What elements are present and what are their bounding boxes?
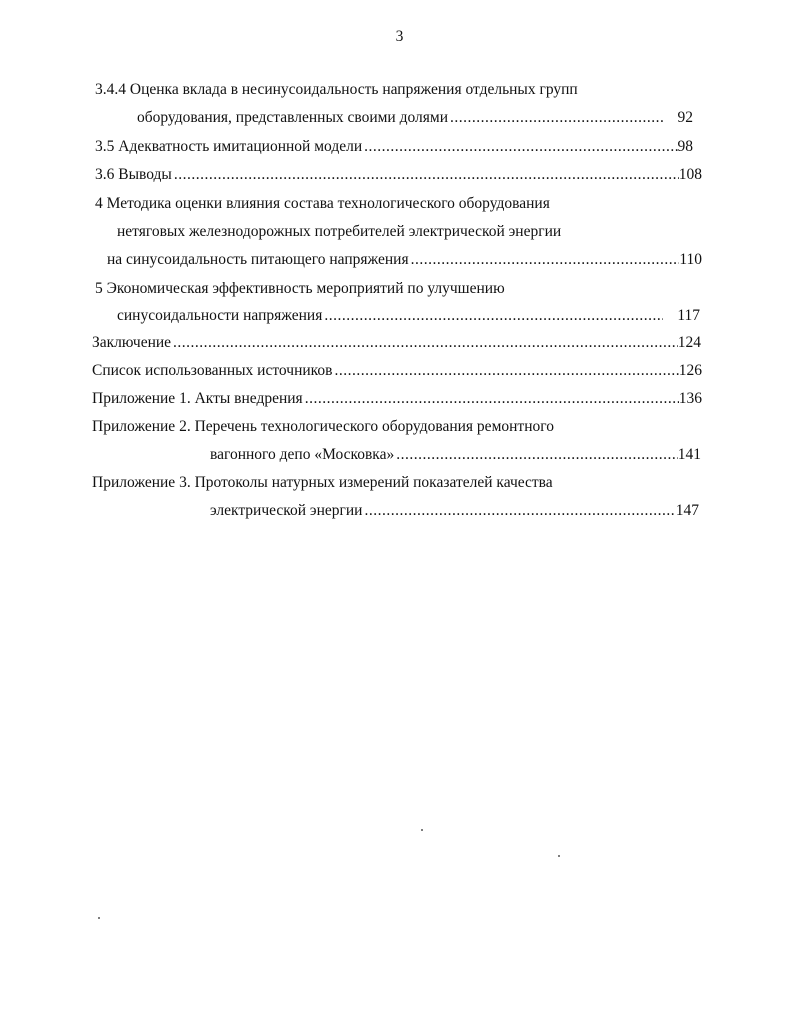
toc-page-number: 147	[675, 502, 699, 519]
toc-entry-3-6	[95, 165, 702, 185]
toc-leader-dots	[172, 165, 679, 185]
toc-entry-title: 3.5 Адекватность имитационной модели	[95, 138, 363, 155]
toc-entry-4-line1: 4 Методика оценки влияния состава технологического оборудования	[95, 195, 550, 212]
toc-leader-dots	[171, 333, 678, 353]
toc-page-number: 136	[678, 390, 702, 407]
toc-entry-appendix-1	[92, 389, 702, 409]
toc-page-number: 141	[677, 446, 701, 463]
toc-entry-title: электрической энергии	[210, 502, 363, 519]
toc-leader-dots	[332, 361, 678, 381]
toc-entry-5	[117, 306, 700, 326]
toc-entry-title: на синусоидальность питающего напряжения	[107, 251, 409, 268]
toc-entry-title: оборудования, представленных своими долями	[137, 109, 449, 126]
toc-page-number: 126	[678, 362, 702, 379]
toc-entry-title: вагонного депо «Московка»	[210, 446, 395, 463]
toc-entry-references	[92, 361, 702, 381]
toc-entry-title: Список использованных источников	[92, 362, 333, 379]
page-number: 3	[395, 28, 404, 45]
toc-entry-3-4-4-line1: 3.4.4 Оценка вклада в несинусоидальность напряжения отдельных групп	[95, 81, 578, 98]
toc-entry-appendix-3	[210, 501, 699, 521]
scan-speck	[558, 855, 560, 857]
toc-entry-title: синусоидальности напряжения	[117, 307, 323, 324]
toc-entry-5-line1: 5 Экономическая эффективность мероприятий по улучшению	[95, 280, 505, 297]
toc-leader-dots	[448, 108, 663, 128]
toc-entry-4-line2: нетяговых железнодорожных потребителей электрической энергии	[117, 223, 562, 240]
toc-leader-dots	[409, 250, 680, 270]
scan-speck	[421, 829, 423, 831]
toc-entry-conclusion	[92, 333, 701, 353]
toc-entry-4	[107, 250, 702, 270]
toc-page-number: 117	[677, 307, 700, 324]
toc-leader-dots	[303, 389, 679, 409]
toc-leader-dots	[322, 306, 663, 326]
toc-entry-appendix-2	[210, 445, 701, 465]
toc-entry-title: Заключение	[92, 334, 172, 351]
toc-leader-dots	[394, 445, 678, 465]
toc-entry-title: Приложение 1. Акты внедрения	[92, 390, 303, 407]
toc-leader-dots	[362, 137, 677, 157]
toc-page-number: 124	[677, 334, 701, 351]
toc-page-number: 110	[679, 251, 702, 268]
toc-entry-3-5	[95, 137, 693, 157]
toc-entry-title: 3.6 Выводы	[95, 166, 172, 183]
scan-speck	[98, 917, 100, 919]
toc-page-number: 108	[678, 166, 702, 183]
toc-entry-appendix-2-line1: Приложение 2. Перечень технологического оборудования ремонтного	[92, 418, 554, 435]
toc-leader-dots	[362, 501, 675, 521]
toc-entry-appendix-3-line1: Приложение 3. Протоколы натурных измерений показателей качества	[92, 474, 553, 491]
toc-entry-3-4-4	[137, 108, 693, 128]
toc-page-number: 98	[677, 138, 693, 155]
toc-page-number: 92	[677, 109, 693, 126]
